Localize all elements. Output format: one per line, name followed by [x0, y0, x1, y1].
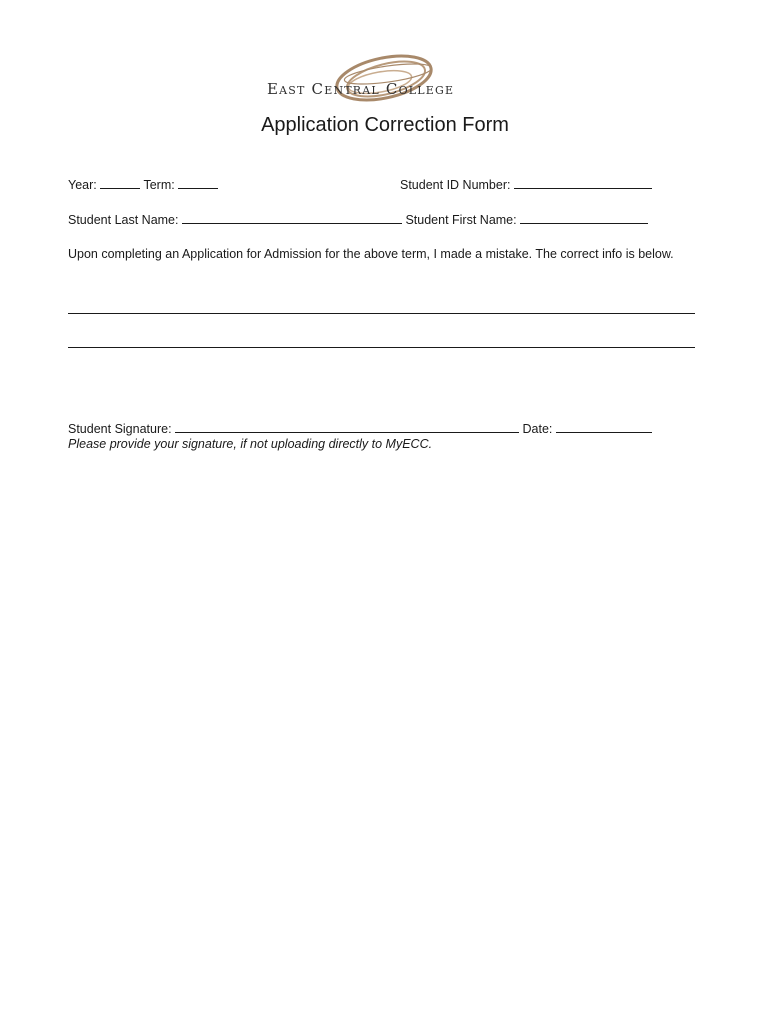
first-name-field[interactable]	[520, 212, 648, 224]
name-row	[68, 212, 648, 227]
last-name-field[interactable]	[182, 212, 402, 224]
student-id-field[interactable]	[514, 177, 652, 189]
form-title: Application Correction Form	[261, 114, 509, 136]
student-id-row	[400, 177, 652, 192]
statement-text: Upon completing an Application for Admission for the above term, I made a mistake. The correct info is below.	[68, 247, 674, 261]
last-name-label: Student Last Name:	[68, 213, 179, 227]
term-field[interactable]	[178, 177, 218, 189]
college-logo	[262, 52, 508, 108]
signature-label: Student Signature:	[68, 422, 172, 436]
date-label: Date:	[522, 422, 553, 436]
correction-line-2[interactable]	[68, 347, 695, 348]
year-field[interactable]	[100, 177, 140, 189]
signature-note: Please provide your signature, if not uploading directly to MyECC.	[68, 437, 433, 451]
signature-row	[68, 421, 652, 436]
date-field[interactable]	[556, 421, 652, 433]
student-id-label: Student ID Number:	[400, 178, 511, 192]
term-label: Term:	[143, 178, 175, 192]
year-term-row	[68, 177, 218, 192]
first-name-label: Student First Name:	[405, 213, 517, 227]
correction-line-1[interactable]	[68, 313, 695, 314]
signature-field[interactable]	[175, 421, 519, 433]
year-label: Year:	[68, 178, 97, 192]
college-name: East Central College	[267, 80, 455, 98]
